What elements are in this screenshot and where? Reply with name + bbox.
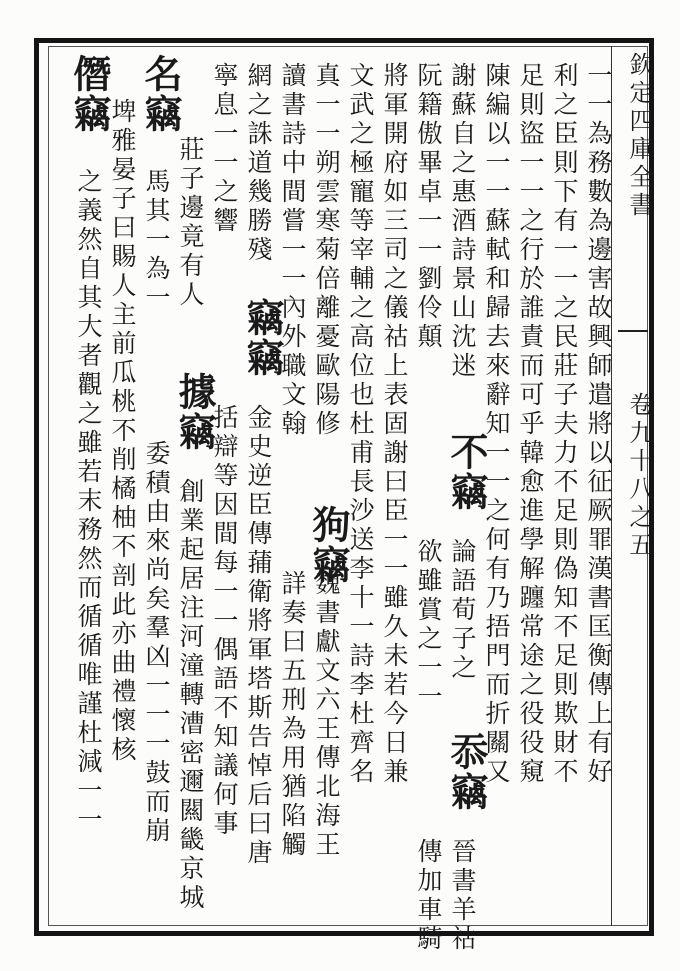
text-column: 金史逆臣傳蒱衛將軍塔斯告悼后曰唐 bbox=[244, 404, 273, 868]
text-column: 謝蘇自之惠酒詩景山沈迷 bbox=[448, 62, 477, 381]
text-column: 括辯等因間每一一偶語不知議何事 bbox=[210, 404, 239, 839]
text-column: 欲雖賞之一一 bbox=[414, 538, 443, 712]
text-column: 文武之極寵等宰輔之高位也杜甫長沙送李十一詩李杜齊名 bbox=[346, 62, 375, 787]
text-column: 創業起居注河潼轉漕密邇闗畿京城 bbox=[176, 478, 205, 913]
text-column: 寧息一一之響 bbox=[210, 62, 239, 236]
text-column: 一一為務數為邊害故興師遣將以征厥罪漢書匡衡傳上有好 bbox=[584, 62, 613, 787]
text-column: 將軍開府如三司之儀祜上表固謝曰臣一一雖久未若今日兼 bbox=[380, 62, 409, 787]
book-title: 欽定四庫全書 bbox=[625, 52, 653, 220]
fishtail-mark bbox=[618, 330, 648, 332]
headword-gou-qie: 狗竊 bbox=[306, 505, 351, 585]
text-column: 真一一朔雲寒菊倍離憂歐陽修 bbox=[312, 62, 341, 439]
text-column: 埤雅晏子曰賜人主前瓜桃不削橘柚不剖此亦曲禮懷核 bbox=[108, 98, 137, 765]
text-column: 委積由來尚矣羣凶一一一鼓而崩 bbox=[142, 440, 171, 846]
text-column: 晉書羊祜 bbox=[448, 838, 477, 954]
text-column: 馬其一為一 bbox=[142, 168, 171, 313]
text-column: 足則盜一一之行於誰責而可乎韓愈進學解躔常途之役役窺 bbox=[516, 62, 545, 787]
text-column: 阮籍傲畢卓一一劉伶顛 bbox=[414, 62, 443, 352]
headword-bu-qie: 不竊 bbox=[444, 432, 489, 512]
text-column: 論語荀子之 bbox=[448, 538, 477, 683]
text-column: 傳加車騎 bbox=[414, 838, 443, 954]
text-column: 讀書詩中間嘗一一內外職文翰 bbox=[278, 62, 307, 439]
text-column: 魏書獻文六王傳北海王 bbox=[312, 570, 341, 860]
text-column: 詳奏曰五刑為用猶陷觸 bbox=[278, 570, 307, 860]
headword-qie-qie: 竊竊 bbox=[240, 298, 285, 378]
headword-ju-qie: 據竊 bbox=[172, 372, 217, 452]
text-column: 之義然自其大者觀之雖若末務然而循循唯謹杜減一一 bbox=[74, 168, 103, 835]
headword-ming-qie: 名竊 bbox=[138, 54, 183, 134]
headword-jian-qie: 僭竊 bbox=[67, 54, 112, 134]
text-column: 莊子邊竟有人 bbox=[176, 136, 205, 310]
volume-label: 卷九十八之五 bbox=[625, 392, 653, 560]
headword-tian-qie: 忝竊 bbox=[444, 732, 489, 812]
text-column: 網之誅道幾勝殘 bbox=[244, 62, 273, 265]
text-column: 利之臣則下有一一之民莊子夫力不足則偽知不足則欺財不 bbox=[550, 62, 579, 787]
text-column: 陳編以一一蘇軾和歸去來辭知一一之何有乃捂門而折關又 bbox=[482, 62, 511, 787]
